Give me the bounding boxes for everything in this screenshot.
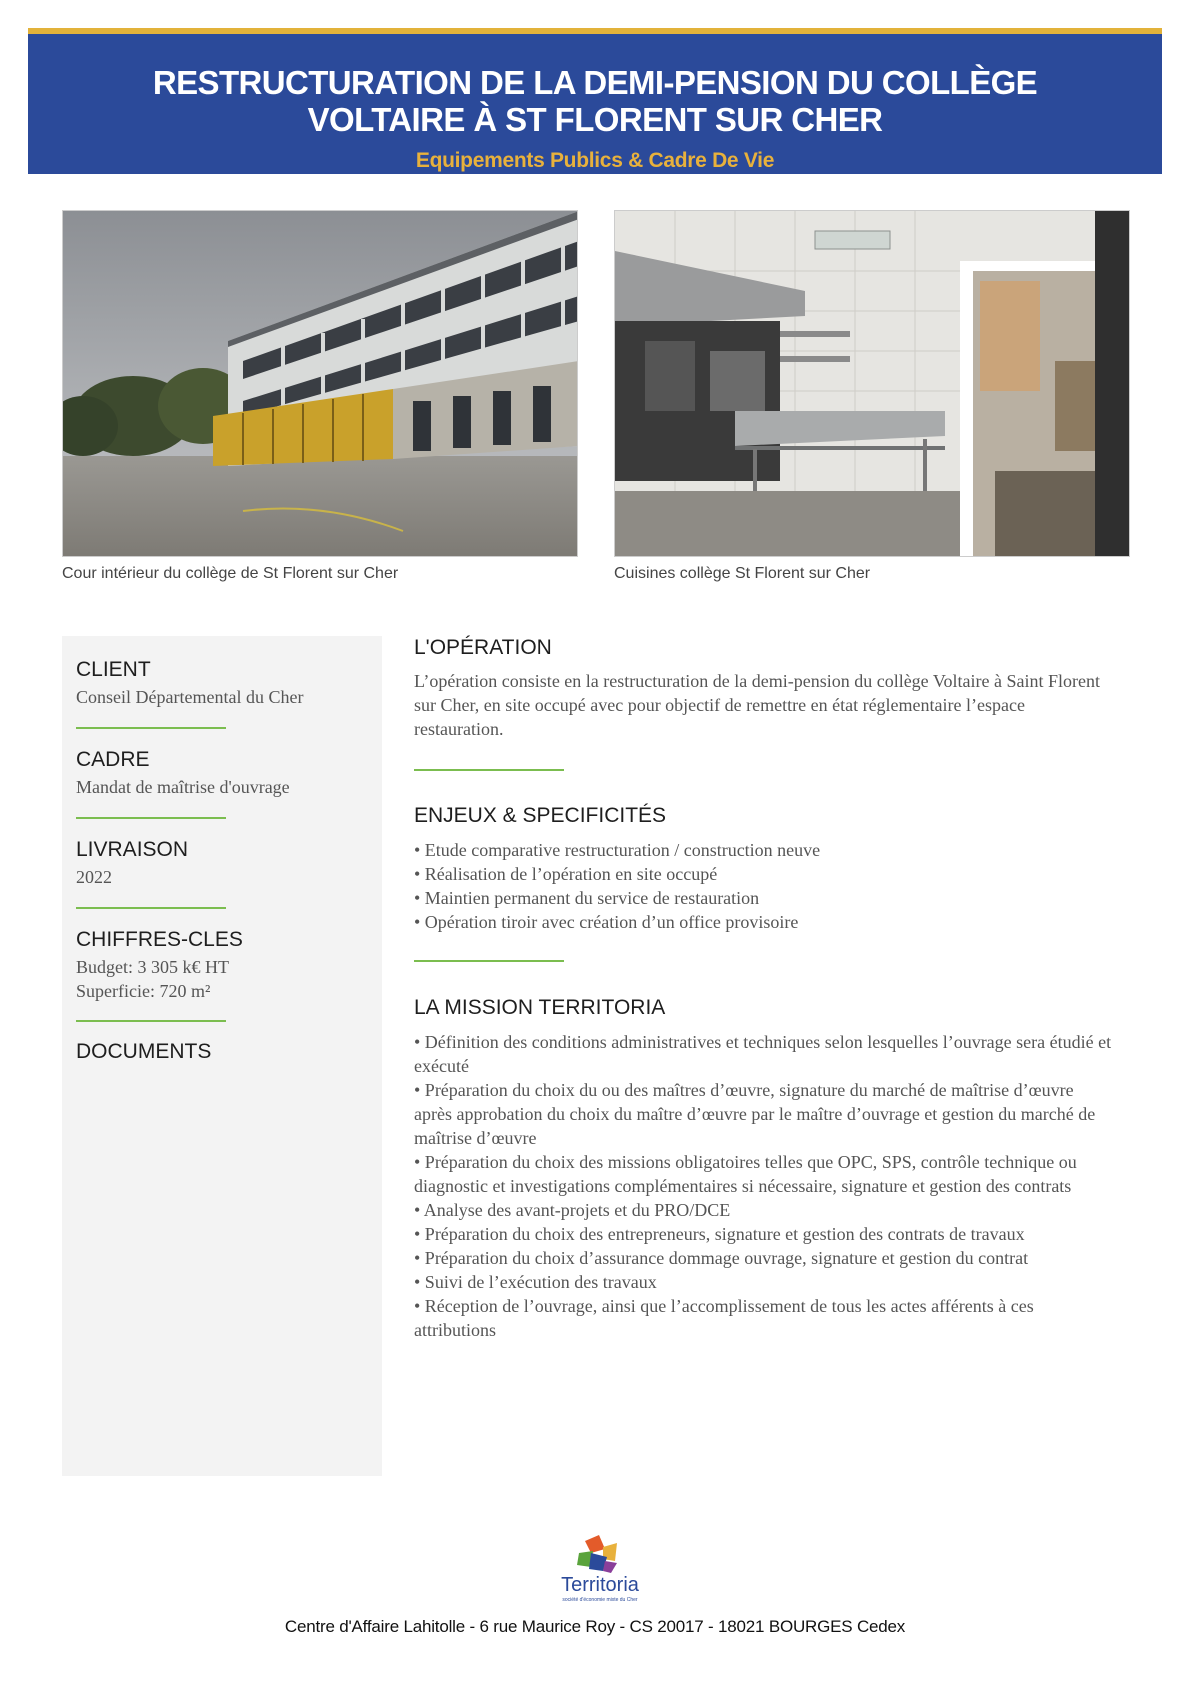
separator <box>76 1020 226 1022</box>
cadre-block <box>76 748 366 799</box>
list-item: • Définition des conditions administratives et techniques selon lesquelles l’ouvrage sera étudié et exécuté <box>414 1032 1112 1076</box>
kitchen-photo <box>614 210 1130 557</box>
building-photo <box>62 210 578 557</box>
category-subtitle: Equipements Publics & Cadre De Vie <box>415 149 775 172</box>
page-title: RESTRUCTURATION DE LA DEMI-PENSION DU COLLÈGE VOLTAIRE À ST FLORENT SUR CHER <box>152 64 1038 138</box>
list-item: • Analyse des avant-projets et du PRO/DCE <box>414 1200 731 1220</box>
livraison-value: 2022 <box>76 867 112 887</box>
mission-title: LA MISSION TERRITORIA <box>414 996 666 1019</box>
list-item: • Préparation du choix d’assurance dommage ouvrage, signature et gestion du contrat <box>414 1248 1029 1268</box>
project-info-sidebar <box>62 636 382 1476</box>
separator <box>414 960 564 962</box>
logo-wordmark: Territoria <box>561 1574 639 1596</box>
cadre-title: CADRE <box>76 748 150 771</box>
list-item: • Réalisation de l’opération en site occupé <box>414 864 718 884</box>
cadre-value: Mandat de maîtrise d'ouvrage <box>76 777 290 797</box>
operation-title: L'OPÉRATION <box>414 636 552 659</box>
client-block <box>76 658 366 709</box>
kitchen-photo-caption: Cuisines collège St Florent sur Cher <box>614 565 871 582</box>
chiffres-block <box>76 928 366 1003</box>
list-item: • Opération tiroir avec création d’un office provisoire <box>414 912 799 932</box>
list-item: • Préparation du choix des missions obligatoires telles que OPC, SPS, contrôle technique ou diagnostic et investigations complémentaires si nécessaire, signature et gestion des contrats <box>414 1152 1077 1196</box>
documents-block <box>76 1040 366 1064</box>
mission-list <box>414 1030 1114 1342</box>
list-item: • Etude comparative restructuration / construction neuve <box>414 840 821 860</box>
client-value: Conseil Départemental du Cher <box>76 687 304 707</box>
separator <box>76 817 226 819</box>
livraison-title: LIVRAISON <box>76 838 189 861</box>
budget-value: Budget: 3 305 k€ HT <box>76 957 229 977</box>
list-item: • Préparation du choix des entrepreneurs, signature et gestion des contrats de travaux <box>414 1224 1025 1244</box>
superficie-value: Superficie: 720 m² <box>76 981 211 1001</box>
building-photo-caption: Cour intérieur du collège de St Florent sur Cher <box>62 565 399 582</box>
footer-address: Centre d'Affaire Lahitolle - 6 rue Maurice Roy - CS 20017 - 18021 BOURGES Cedex <box>284 1617 906 1636</box>
list-item: • Préparation du choix du ou des maîtres d’œuvre, signature du marché de maîtrise d’œuvre après approbation du choix du maître d’œuvre par le maître d’ouvrage et gestion du marché de maîtrise d’œuvre <box>414 1080 1096 1148</box>
separator <box>76 727 226 729</box>
separator <box>414 769 564 771</box>
separator <box>76 907 226 909</box>
client-title: CLIENT <box>76 658 151 681</box>
enjeux-list <box>414 838 1114 934</box>
livraison-block <box>76 838 366 889</box>
header-banner <box>28 28 1162 174</box>
enjeux-title: ENJEUX & SPECIFICITÉS <box>414 804 667 827</box>
documents-title: DOCUMENTS <box>76 1040 212 1063</box>
territoria-logo <box>545 1535 655 1607</box>
list-item: • Réception de l’ouvrage, ainsi que l’accomplissement de tous les actes afférents à ces attributions <box>414 1296 1034 1340</box>
operation-text: L’opération consiste en la restructuration de la demi-pension du collège Voltaire à Saint Florent sur Cher, en site occupé avec pour objectif de remettre en état réglementaire l’espace restauration. <box>414 671 1100 739</box>
chiffres-title: CHIFFRES-CLES <box>76 928 243 951</box>
logo-tagline: société d'économie mixte du Cher <box>562 1597 638 1603</box>
list-item: • Suivi de l’exécution des travaux <box>414 1272 657 1292</box>
list-item: • Maintien permanent du service de restauration <box>414 888 760 908</box>
